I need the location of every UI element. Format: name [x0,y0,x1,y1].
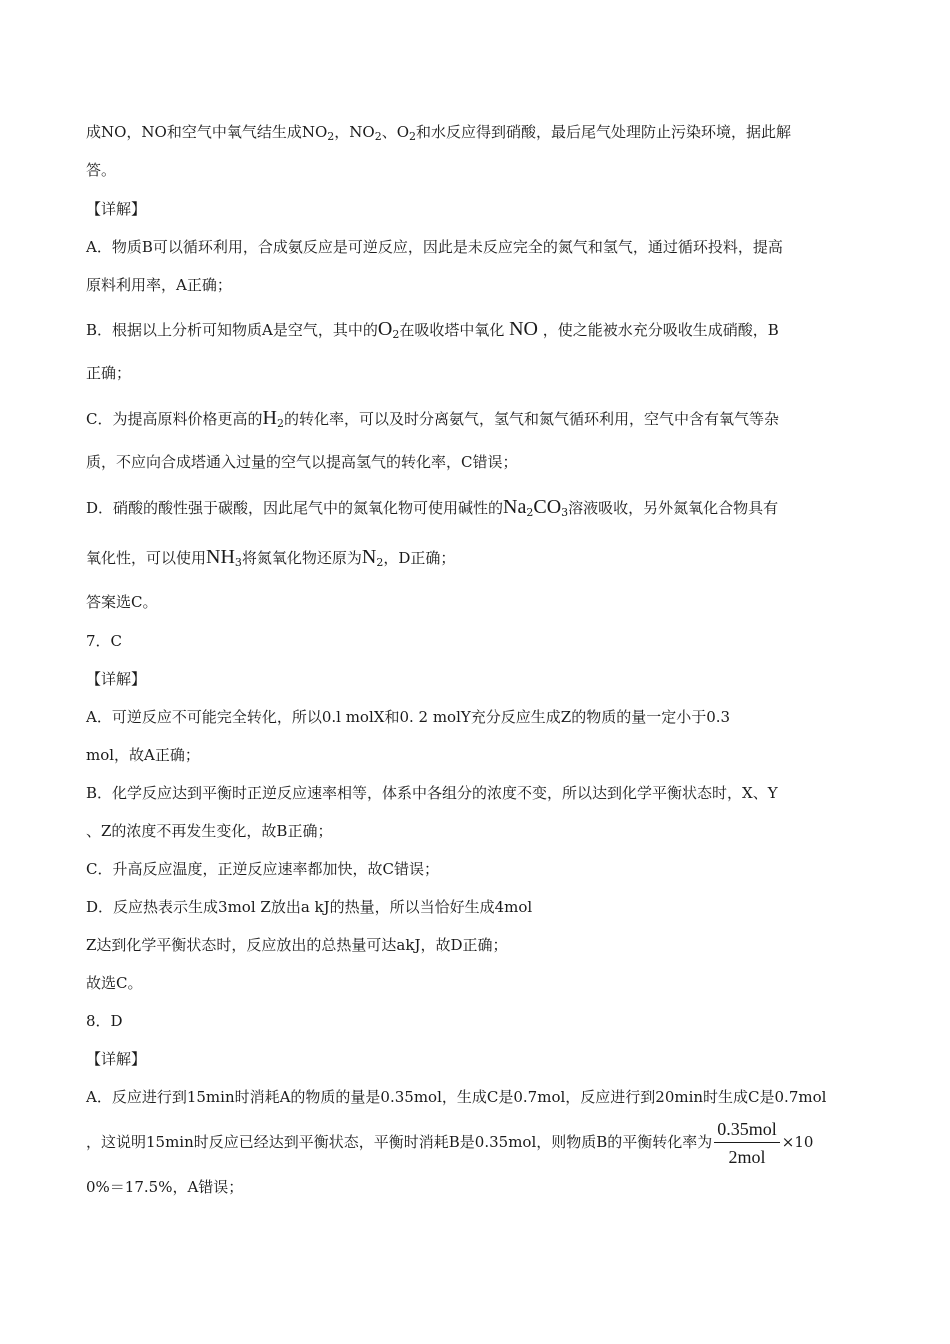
intro-line-2: 答。 [86,161,117,179]
conversion-fraction: $\frac{\text{0.35mol}}{\text{2mol}}$ [714,1118,780,1168]
q7-option-b-line-1: B．化学反应达到平衡时正逆反应速率相等，体系中各组分的浓度不变，所以达到化学平衡状态时，X、Y [86,784,778,802]
q7-option-d-line-1: D．反应热表示生成3mol Z放出a kJ的热量，所以当恰好生成4mol [86,898,533,916]
q7-option-b-line-2: 、Z的浓度不再发生变化，故B正确； [86,822,333,840]
q6-answer: 答案选C。 [86,593,158,611]
q7-answer: 故选C。 [86,974,143,992]
q6-option-c-line-1: C．为提高原料价格更高的$H_2$的转化率，可以及时分离氨气，氢气和氮气循环利用，空气中含有氧气等杂 [86,407,779,430]
q6-option-d-line-1: D．硝酸的酸性强于碳酸，因此尾气中的氮氧化物可使用碱性的$Na_2CO_3$溶液吸收，另外氮氧化合物具有 [86,496,779,519]
q6-option-c-line-2: 质，不应向合成塔通入过量的空气以提高氢气的转化率，C错误； [86,453,518,471]
q8-option-a-line-1: A．反应进行到15min时消耗A的物质的量是0.35mol，生成C是0.7mol，反应进行到20min时生成C是0.7mol [86,1088,827,1106]
q6-option-b-line-2: 正确； [86,364,132,382]
q6-option-d-line-2: 氧化性，可以使用$NH_3$将氮氧化物还原为$N_2$，D正确； [86,546,456,569]
detail-label: 【详解】 [86,200,147,218]
q7-option-a-line-1: A．可逆反应不可能完全转化，所以0.l molX和0. 2 molY充分反应生成Z的物质的量一定小于0.3 [86,708,731,726]
q6-option-a-line-2: 原料利用率，A正确； [86,276,232,294]
q6-option-b-line-1: B．根据以上分析可知物质A是空气，其中的$O_2$在吸收塔中氧化 NO ，使之能被水充分吸收生成硝酸，B [86,318,779,341]
q7-detail-label: 【详解】 [86,670,147,688]
q8-option-a-line-2: ，这说明15min时反应已经达到平衡状态，平衡时消耗B是0.35mol，则物质B的平衡转化率为 $\frac{\text{0.35mol}}{\text{2mol}}$ ×10 [86,1119,814,1167]
q6-option-a-line-1: A．物质B可以循环利用，合成氨反应是可逆反应，因此是未反应完全的氮气和氢气，通过循环投料，提高 [86,238,783,256]
q8-detail-label: 【详解】 [86,1050,147,1068]
intro-line-1: 成NO，NO和空气中氧气结生成$NO_2$，$NO_2$、$O_2$和水反应得到硝酸，最后尾气处理防止污染环境，据此解 [86,123,792,143]
q7-option-a-line-2: mol，故A正确； [86,746,200,764]
q8-heading: 8．D [86,1012,123,1030]
q7-heading: 7．C [86,632,123,650]
q7-option-d-line-2: Z达到化学平衡状态时，反应放出的总热量可达akJ，故D正确； [86,936,508,954]
q8-option-a-line-3: 0%＝17.5%，A错误； [86,1178,244,1196]
q7-option-c: C．升高反应温度，正逆反应速率都加快，故C错误； [86,860,439,878]
